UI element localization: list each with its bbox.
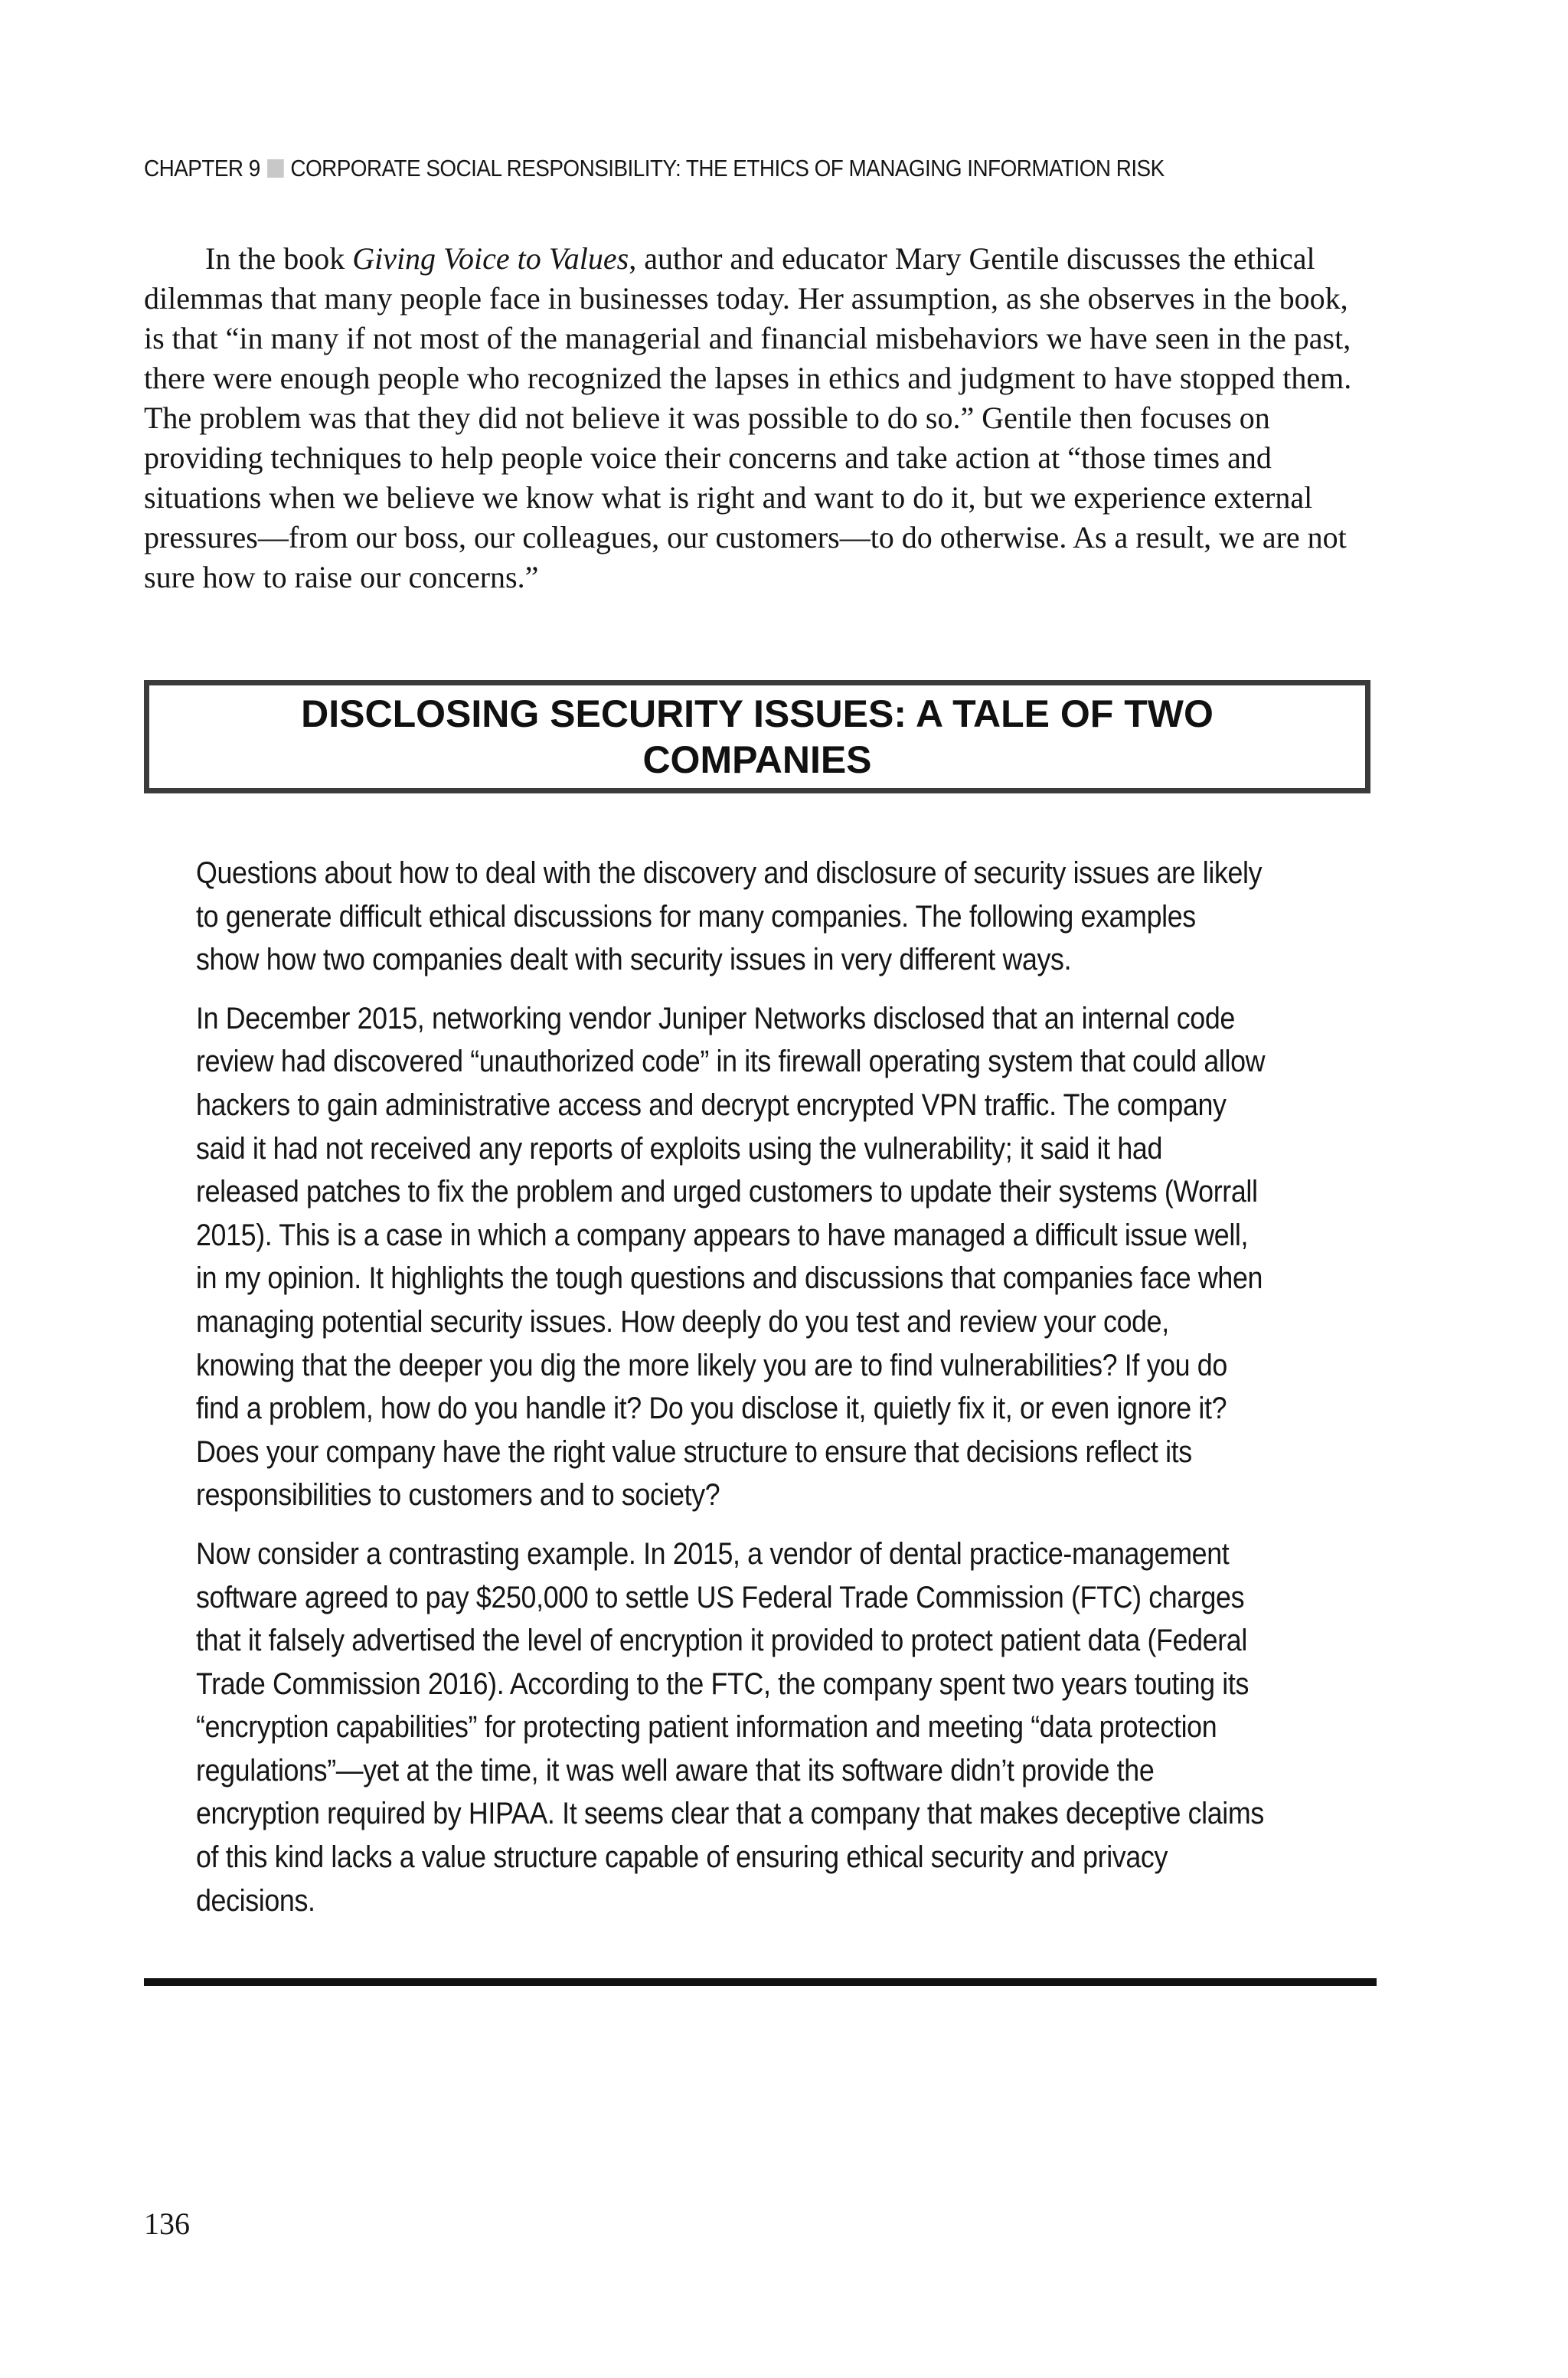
intro-text-lead: In the book (205, 241, 353, 276)
page-number: 136 (144, 2206, 190, 2241)
intro-text-body: , author and educator Mary Gentile discusses the ethical dilemmas that many people face in businesses today. Her assumption, as she observes in the book, is that “in many if not most of the managerial and financial misbehaviors we have seen in the past, there were enough people who recognized the lapses in ethics and judgment to have stopped them. The problem was that they did not believe it was possible to do so.” Gentile then focuses on providing techniques to help people voice their concerns and take action at “those times and situations when we believe we know what is right and want to do it, but we experience external pressures—from our boss, our colleagues, our customers—to do otherwise. As a result, we are not sure how to raise our concerns.” (144, 241, 1352, 594)
sidebar-title-box (144, 680, 1370, 793)
sidebar-title: DISCLOSING SECURITY ISSUES: A TALE OF TWO COMPANIES (301, 692, 1214, 781)
square-separator-icon (267, 159, 284, 178)
running-head (144, 155, 1288, 182)
running-head-title: CORPORATE SOCIAL RESPONSIBILITY: THE ETHICS OF MANAGING INFORMATION RISK (290, 155, 1165, 182)
intro-paragraph (144, 239, 1354, 597)
sidebar-bottom-rule (144, 1978, 1377, 1986)
sidebar-paragraph-2: In December 2015, networking vendor Juniper Networks disclosed that an internal code review had discovered “unauthorized code” in its firewall operating system that could allow hackers to gain administrative access and decrypt encrypted VPN traffic. The company said it had not received any reports of exploits using the vulnerability; it said it had released patches to fix the problem and urged customers to update their systems (Worrall 2015). This is a case in which a company appears to have managed a difficult issue well, in my opinion. It highlights the tough questions and discussions that companies face when managing potential security issues. How deeply do you test and review your code, knowing that the deeper you dig the more likely you are to find vulnerabilities? If you do find a problem, how do you handle it? Do you disclose it, quietly fix it, or even ignore it? Does your company have the right value structure to ensure that decisions reflect its responsibilities to customers and to society? (196, 1001, 1266, 1513)
sidebar-paragraph-3: Now consider a contrasting example. In 2015, a vendor of dental practice-management software agreed to pay $250,000 to settle US Federal Trade Commission (FTC) charges that it falsely advertised the level of encryption it provided to protect patient data (Federal Trade Commission 2016). According to the FTC, the company spent two years touting its “encryption capabilities” for protecting patient information and meeting “data protection regulations”—yet at the time, it was well aware that its software didn’t provide the encryption required by HIPAA. It seems clear that a company that makes deceptive claims of this kind lacks a value structure capable of ensuring ethical security and privacy decisions. (196, 1536, 1264, 1918)
sidebar-paragraph-1: Questions about how to deal with the discovery and disclosure of security issues are likely to generate difficult ethical discussions for many companies. The following examples show how two companies dealt with security issues in very different ways. (196, 856, 1263, 977)
running-head-chapter: CHAPTER 9 (144, 155, 260, 182)
sidebar-body (196, 852, 1390, 1938)
book-title: Giving Voice to Values (352, 241, 629, 276)
